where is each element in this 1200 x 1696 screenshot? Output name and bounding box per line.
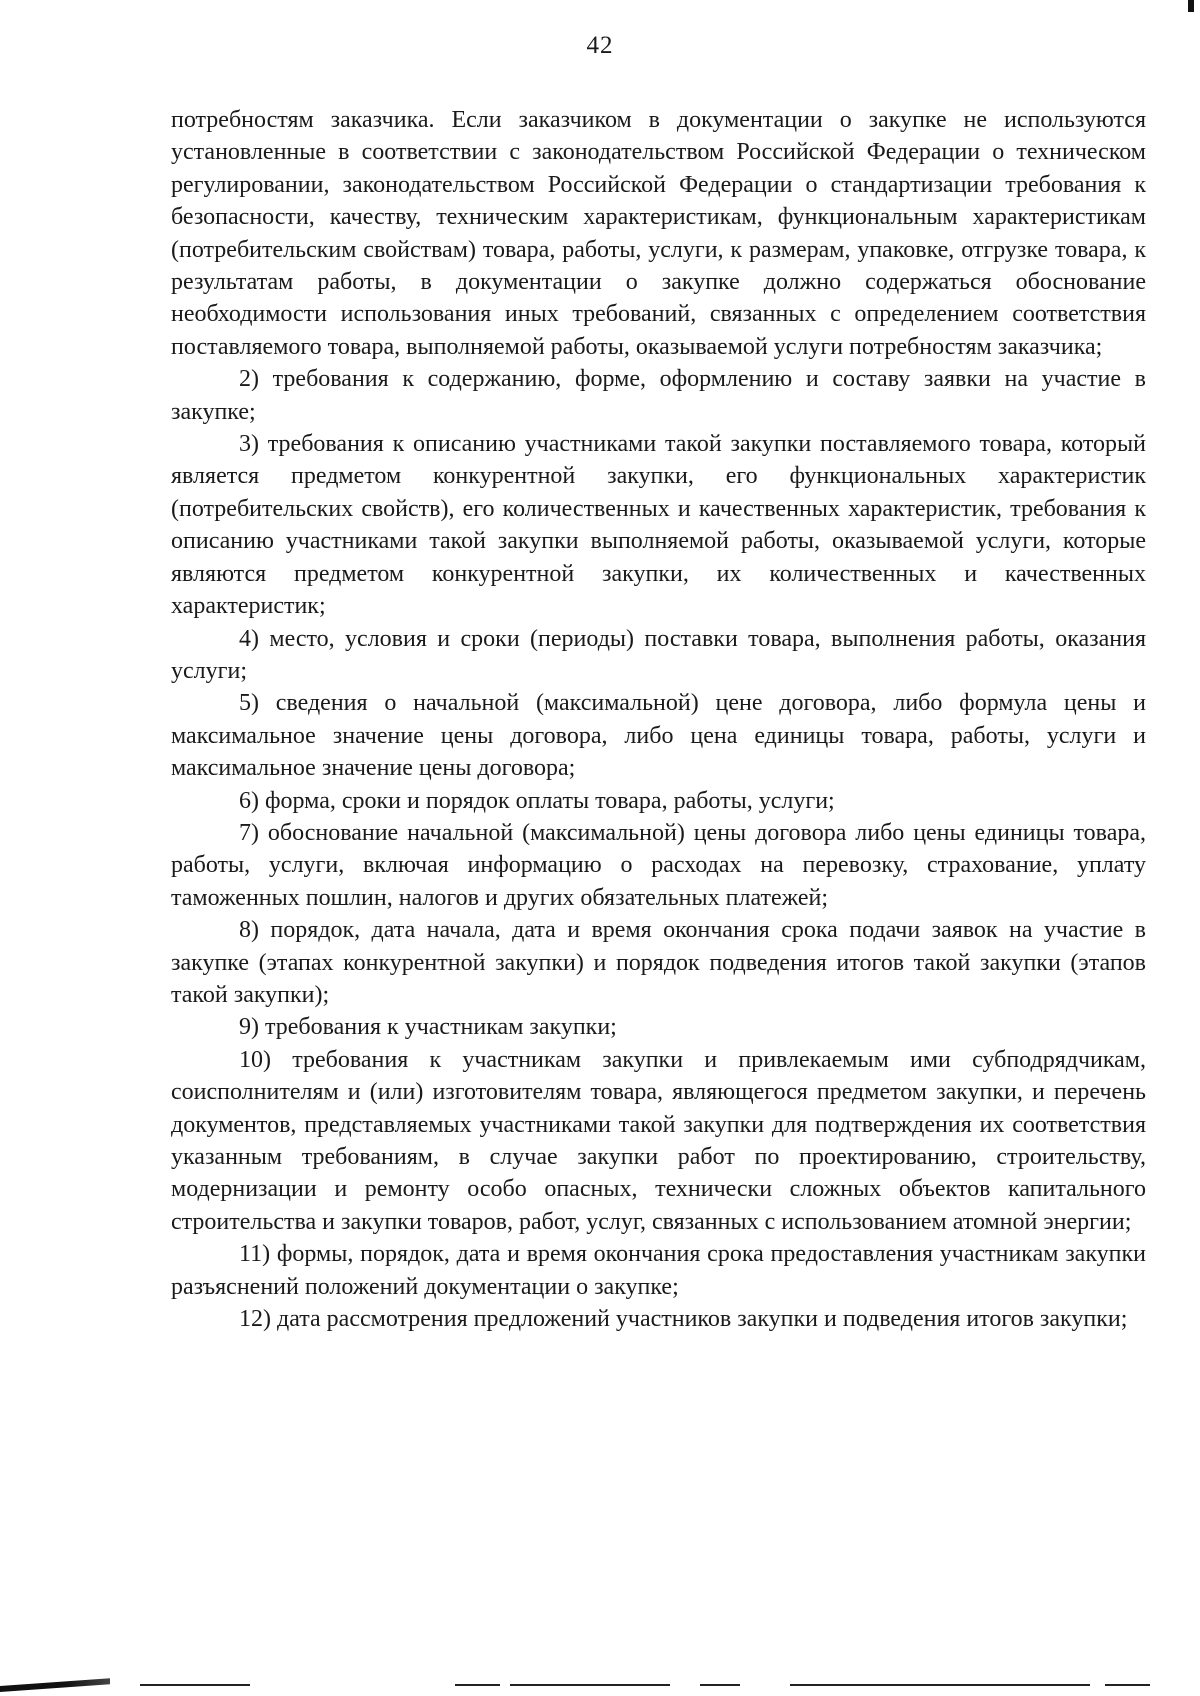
scan-bottom-rule bbox=[700, 1684, 740, 1686]
paragraph-item-11: 11) формы, порядок, дата и время окончания срока предоставления участникам закупки разъяснений положений документации о закупке; bbox=[171, 1241, 1146, 1300]
paragraph-item-8: 8) порядок, дата начала, дата и время окончания срока подачи заявок на участие в закупке (этапах конкурентной закупки) и порядок подведения итогов такой закупки (этапов такой закупки); bbox=[171, 917, 1146, 1008]
paragraph-item-7: 7) обоснование начальной (максимальной) цены договора либо цены единицы товара, работы, услуги, включая информацию о расходах на перевозку, страхование, уплату таможенных пошлин, налогов и других обязательных платежей; bbox=[171, 819, 1146, 911]
paragraph-item-12: 12) дата рассмотрения предложений участников закупки и подведения итогов закупки; bbox=[239, 1306, 1128, 1333]
paragraph-item-3: 3) требования к описанию участниками такой закупки поставляемого товара, который является предметом конкурентной закупки, его функциональных характеристик (потребительских свойств), его количественных и качественных характеристик, требования к описанию участниками такой закупки выполняемой работы, оказываемой услуги, которые являются предметом конкурентной закупки, их количественных и качественных характеристик; bbox=[171, 431, 1146, 620]
scan-bottom-rule bbox=[1105, 1684, 1150, 1686]
paragraph-item-6: 6) форма, сроки и порядок оплаты товара, работы, услуги; bbox=[239, 787, 835, 814]
scan-bottom-rule bbox=[455, 1684, 500, 1686]
scan-edge-mark bbox=[1188, 0, 1194, 12]
paragraph-item-2: 2) требования к содержанию, форме, оформлению и составу заявки на участие в закупке; bbox=[171, 366, 1146, 425]
paragraph-continuation: потребностям заказчика. Если заказчиком в документации о закупке не используются установленные в соответствии с законодательством Российской Федерации о техническом регулировании, законодательством Российской Федерации о стандартизации требования к безопасности, качеству, техническим характеристикам, функциональным характеристикам (потребительским свойствам) товара, работы, услуги, к размерам, упаковке, отгрузке товара, к результатам работы, в документации о закупке должно содержаться обоснование необходимости использования иных требований, связанных с определением соответствия поставляемого товара, выполняемой работы, оказываемой услуги потребностям заказчика; bbox=[171, 107, 1146, 360]
paragraph-item-10: 10) требования к участникам закупки и привлекаемым ими субподрядчикам, соисполнителям и (или) изготовителям товара, являющегося предметом закупки, и перечень документов, представляемых участниками такой закупки для подтверждения их соответствия указанным требованиям, в случае закупки работ по проектированию, строительству, модернизации и ремонту особо опасных, технически сложных объектов капитального строительства и закупки товаров, работ, услуг, связанных с использованием атомной энергии; bbox=[171, 1046, 1146, 1235]
paragraph-item-5: 5) сведения о начальной (максимальной) цене договора, либо формула цены и максимальное значение цены договора, либо цена единицы товара, работы, услуги и максимальное значение цены договора; bbox=[171, 690, 1146, 782]
page-number: 42 bbox=[586, 32, 614, 59]
paragraph-item-9: 9) требования к участникам закупки; bbox=[239, 1014, 617, 1041]
document-body bbox=[171, 104, 1146, 1335]
scan-bottom-rule bbox=[790, 1684, 1090, 1686]
paragraph-item-4: 4) место, условия и сроки (периоды) поставки товара, выполнения работы, оказания услуги; bbox=[171, 625, 1146, 684]
scan-corner-mark bbox=[0, 1678, 110, 1692]
scan-bottom-rule bbox=[140, 1684, 250, 1686]
scan-bottom-rule bbox=[510, 1684, 670, 1686]
